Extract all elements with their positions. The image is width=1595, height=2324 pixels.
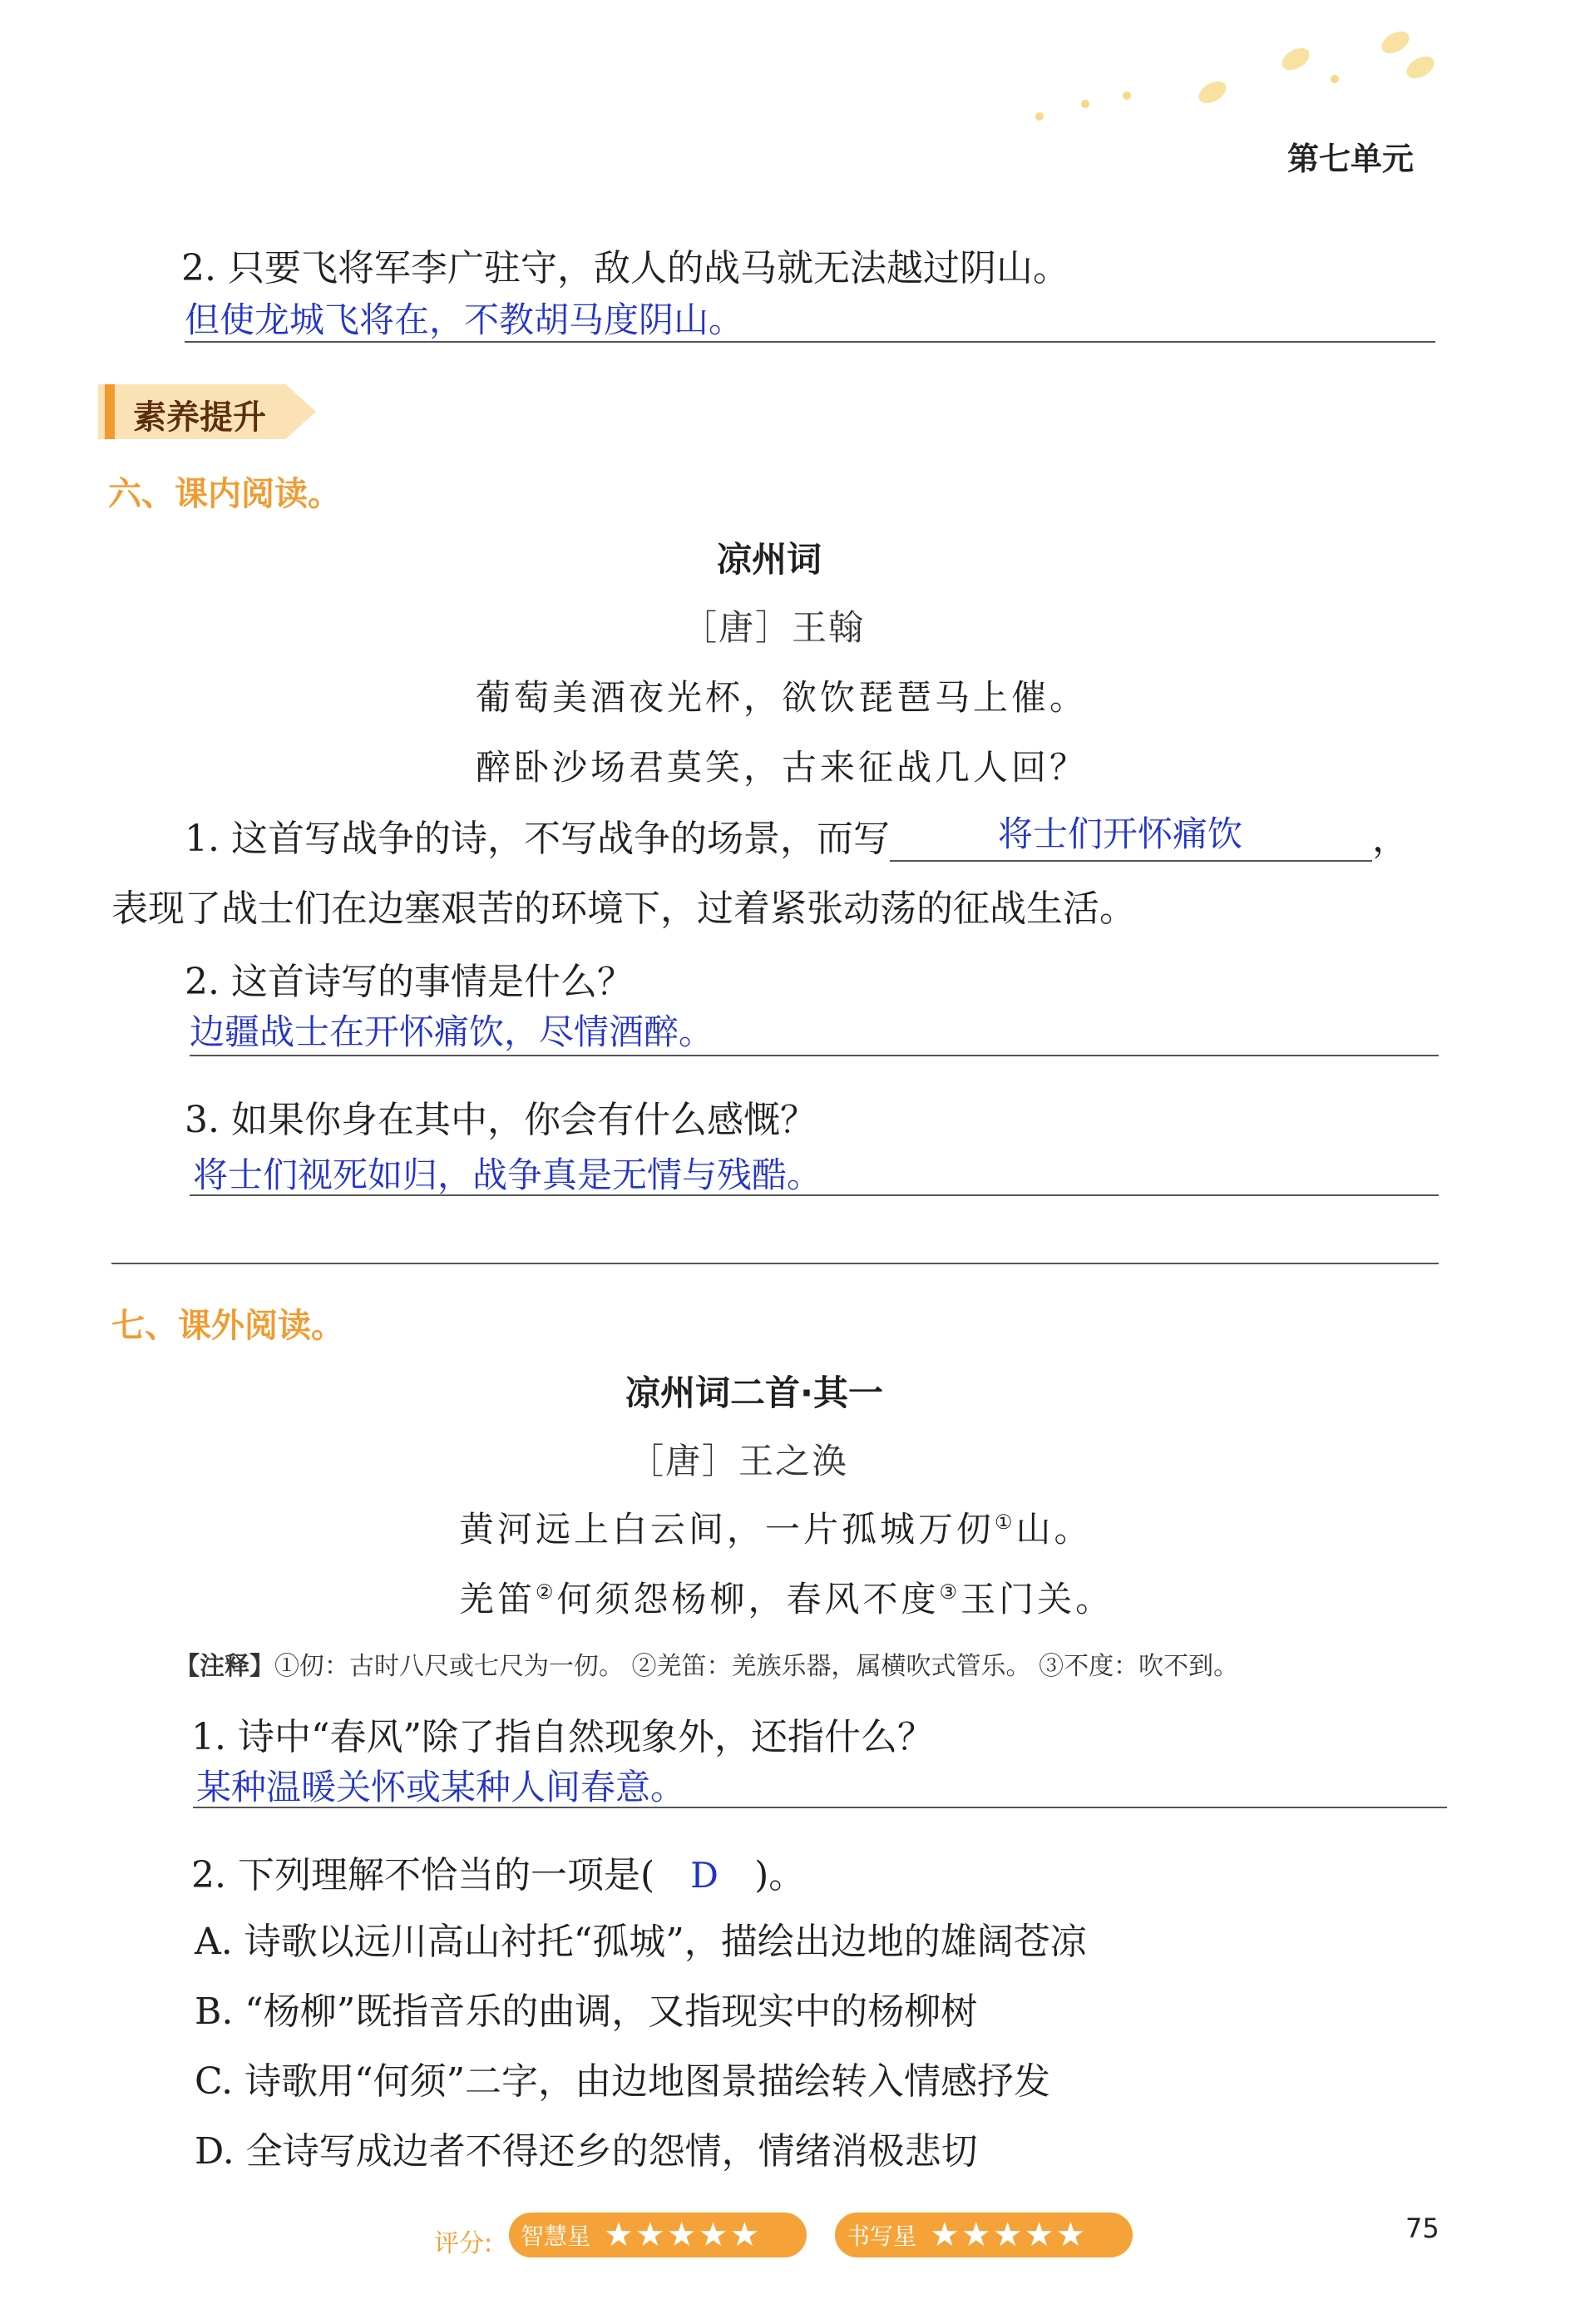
answer-line xyxy=(190,1194,1439,1196)
annotation xyxy=(175,1645,1238,1682)
question-prefix: 1. 这首写战争的诗，不写战争的场景，而写 xyxy=(185,818,890,860)
question-text xyxy=(191,1845,805,1898)
option-a: A. 诗歌以远川高山衬托“孤城”，描绘出边地的雄阔苍凉 xyxy=(195,1921,1087,1963)
dot-decoration xyxy=(1081,100,1089,108)
badge-bar xyxy=(105,384,115,439)
dot-decoration xyxy=(1035,112,1044,121)
poem-line: 醉卧沙场君莫笑，古来征战几人回？ xyxy=(476,747,1089,788)
blank-answer: 将士们开怀痛饮 xyxy=(997,813,1242,854)
choice-answer: D xyxy=(690,1855,718,1896)
star-icons: ★★★★★ xyxy=(930,2216,1088,2254)
question-prefix: 2. 下列理解不恰当的一项是( xyxy=(191,1854,655,1896)
poem-author: ［唐］王之涣 xyxy=(629,1441,849,1481)
poem-line xyxy=(459,1572,1114,1622)
leaf-decoration xyxy=(1378,27,1413,57)
wisdom-star-rating xyxy=(509,2213,807,2257)
poem-title: 凉州词二首·其一 xyxy=(625,1372,883,1413)
answer-line xyxy=(185,341,1435,343)
question-text: 3. 如果你身在其中，你会有什么感慨？ xyxy=(185,1099,817,1141)
question-text: 表现了战士们在边塞艰苦的环境下，过着紧张动荡的征战生活。 xyxy=(111,888,1136,930)
leaf-decoration xyxy=(1278,43,1313,74)
annotation-label: 【注释】 xyxy=(175,1652,274,1681)
note-marker: ② xyxy=(536,1580,557,1604)
answer-text: 但使龙城飞将在，不教胡马度阴山。 xyxy=(185,299,744,340)
rating-label: 智慧星 xyxy=(521,2223,591,2250)
star-icons: ★★★★★ xyxy=(604,2216,762,2254)
answer-text: 将士们视死如归，战争真是无情与残酷。 xyxy=(193,1155,822,1195)
answer-line xyxy=(193,1807,1447,1808)
poem-author: ［唐］王翰 xyxy=(682,607,866,648)
answer-blank xyxy=(890,813,1372,862)
section-heading: 七、课外阅读。 xyxy=(111,1307,344,1345)
section-heading: 六、课内阅读。 xyxy=(108,475,341,513)
question-text: 1. 诗中“春风”除了指自然现象外，还指什么？ xyxy=(191,1716,934,1758)
poem-text: 山。 xyxy=(1015,1509,1093,1550)
option-d: D. 全诗写成边者不得还乡的怨情，情绪消极悲切 xyxy=(195,2130,978,2173)
answer-line xyxy=(111,1263,1439,1264)
poem-line: 葡萄美酒夜光杯，欲饮琵琶马上催。 xyxy=(476,677,1089,718)
poem-text: 何须怨杨柳，春风不度 xyxy=(556,1579,940,1619)
page-number: 75 xyxy=(1405,2213,1439,2244)
score-label: 评分: xyxy=(434,2229,493,2258)
writing-star-rating xyxy=(835,2213,1133,2257)
poem-line xyxy=(459,1502,1093,1552)
badge-label: 素养提升 xyxy=(133,398,266,437)
question-suffix: ， xyxy=(1371,818,1409,860)
question-suffix: )。 xyxy=(754,1854,806,1896)
poem-text: 羌笛 xyxy=(459,1579,536,1619)
note-marker: ① xyxy=(995,1511,1016,1534)
answer-text: 某种温暖关怀或某种人间春意。 xyxy=(196,1767,686,1807)
poem-text: 黄河远上白云间，一片孤城万仞 xyxy=(459,1509,995,1550)
question-text: 2. 只要飞将军李广驻守，敌人的战马就无法越过阴山。 xyxy=(181,247,1069,289)
poem-text: 玉门关。 xyxy=(960,1579,1114,1619)
option-c: C. 诗歌用“何须”二字，由边地图景描绘转入情感抒发 xyxy=(195,2060,1051,2103)
dot-decoration xyxy=(1331,75,1339,83)
annotation-text: ①仞：古时八尺或七尺为一仞。 ②羌笛：羌族乐器，属横吹式管乐。 ③不度：吹不到。 xyxy=(274,1652,1239,1681)
question-text: 2. 这首诗写的事情是什么？ xyxy=(185,961,634,1003)
answer-line xyxy=(190,1055,1439,1056)
poem-title: 凉州词 xyxy=(717,539,822,580)
leaf-decoration xyxy=(1403,52,1438,82)
option-b: B. “杨柳”既指音乐的曲调，又指现实中的杨柳树 xyxy=(195,1990,978,2033)
note-marker: ③ xyxy=(939,1580,961,1604)
answer-text: 边疆战士在开怀痛饮，尽情酒醉。 xyxy=(190,1011,714,1052)
dot-decoration xyxy=(1123,91,1131,100)
leaf-decoration xyxy=(1195,77,1230,107)
question-text xyxy=(185,808,1409,862)
unit-label: 第七单元 xyxy=(1287,141,1415,177)
rating-label: 书写星 xyxy=(847,2223,917,2250)
